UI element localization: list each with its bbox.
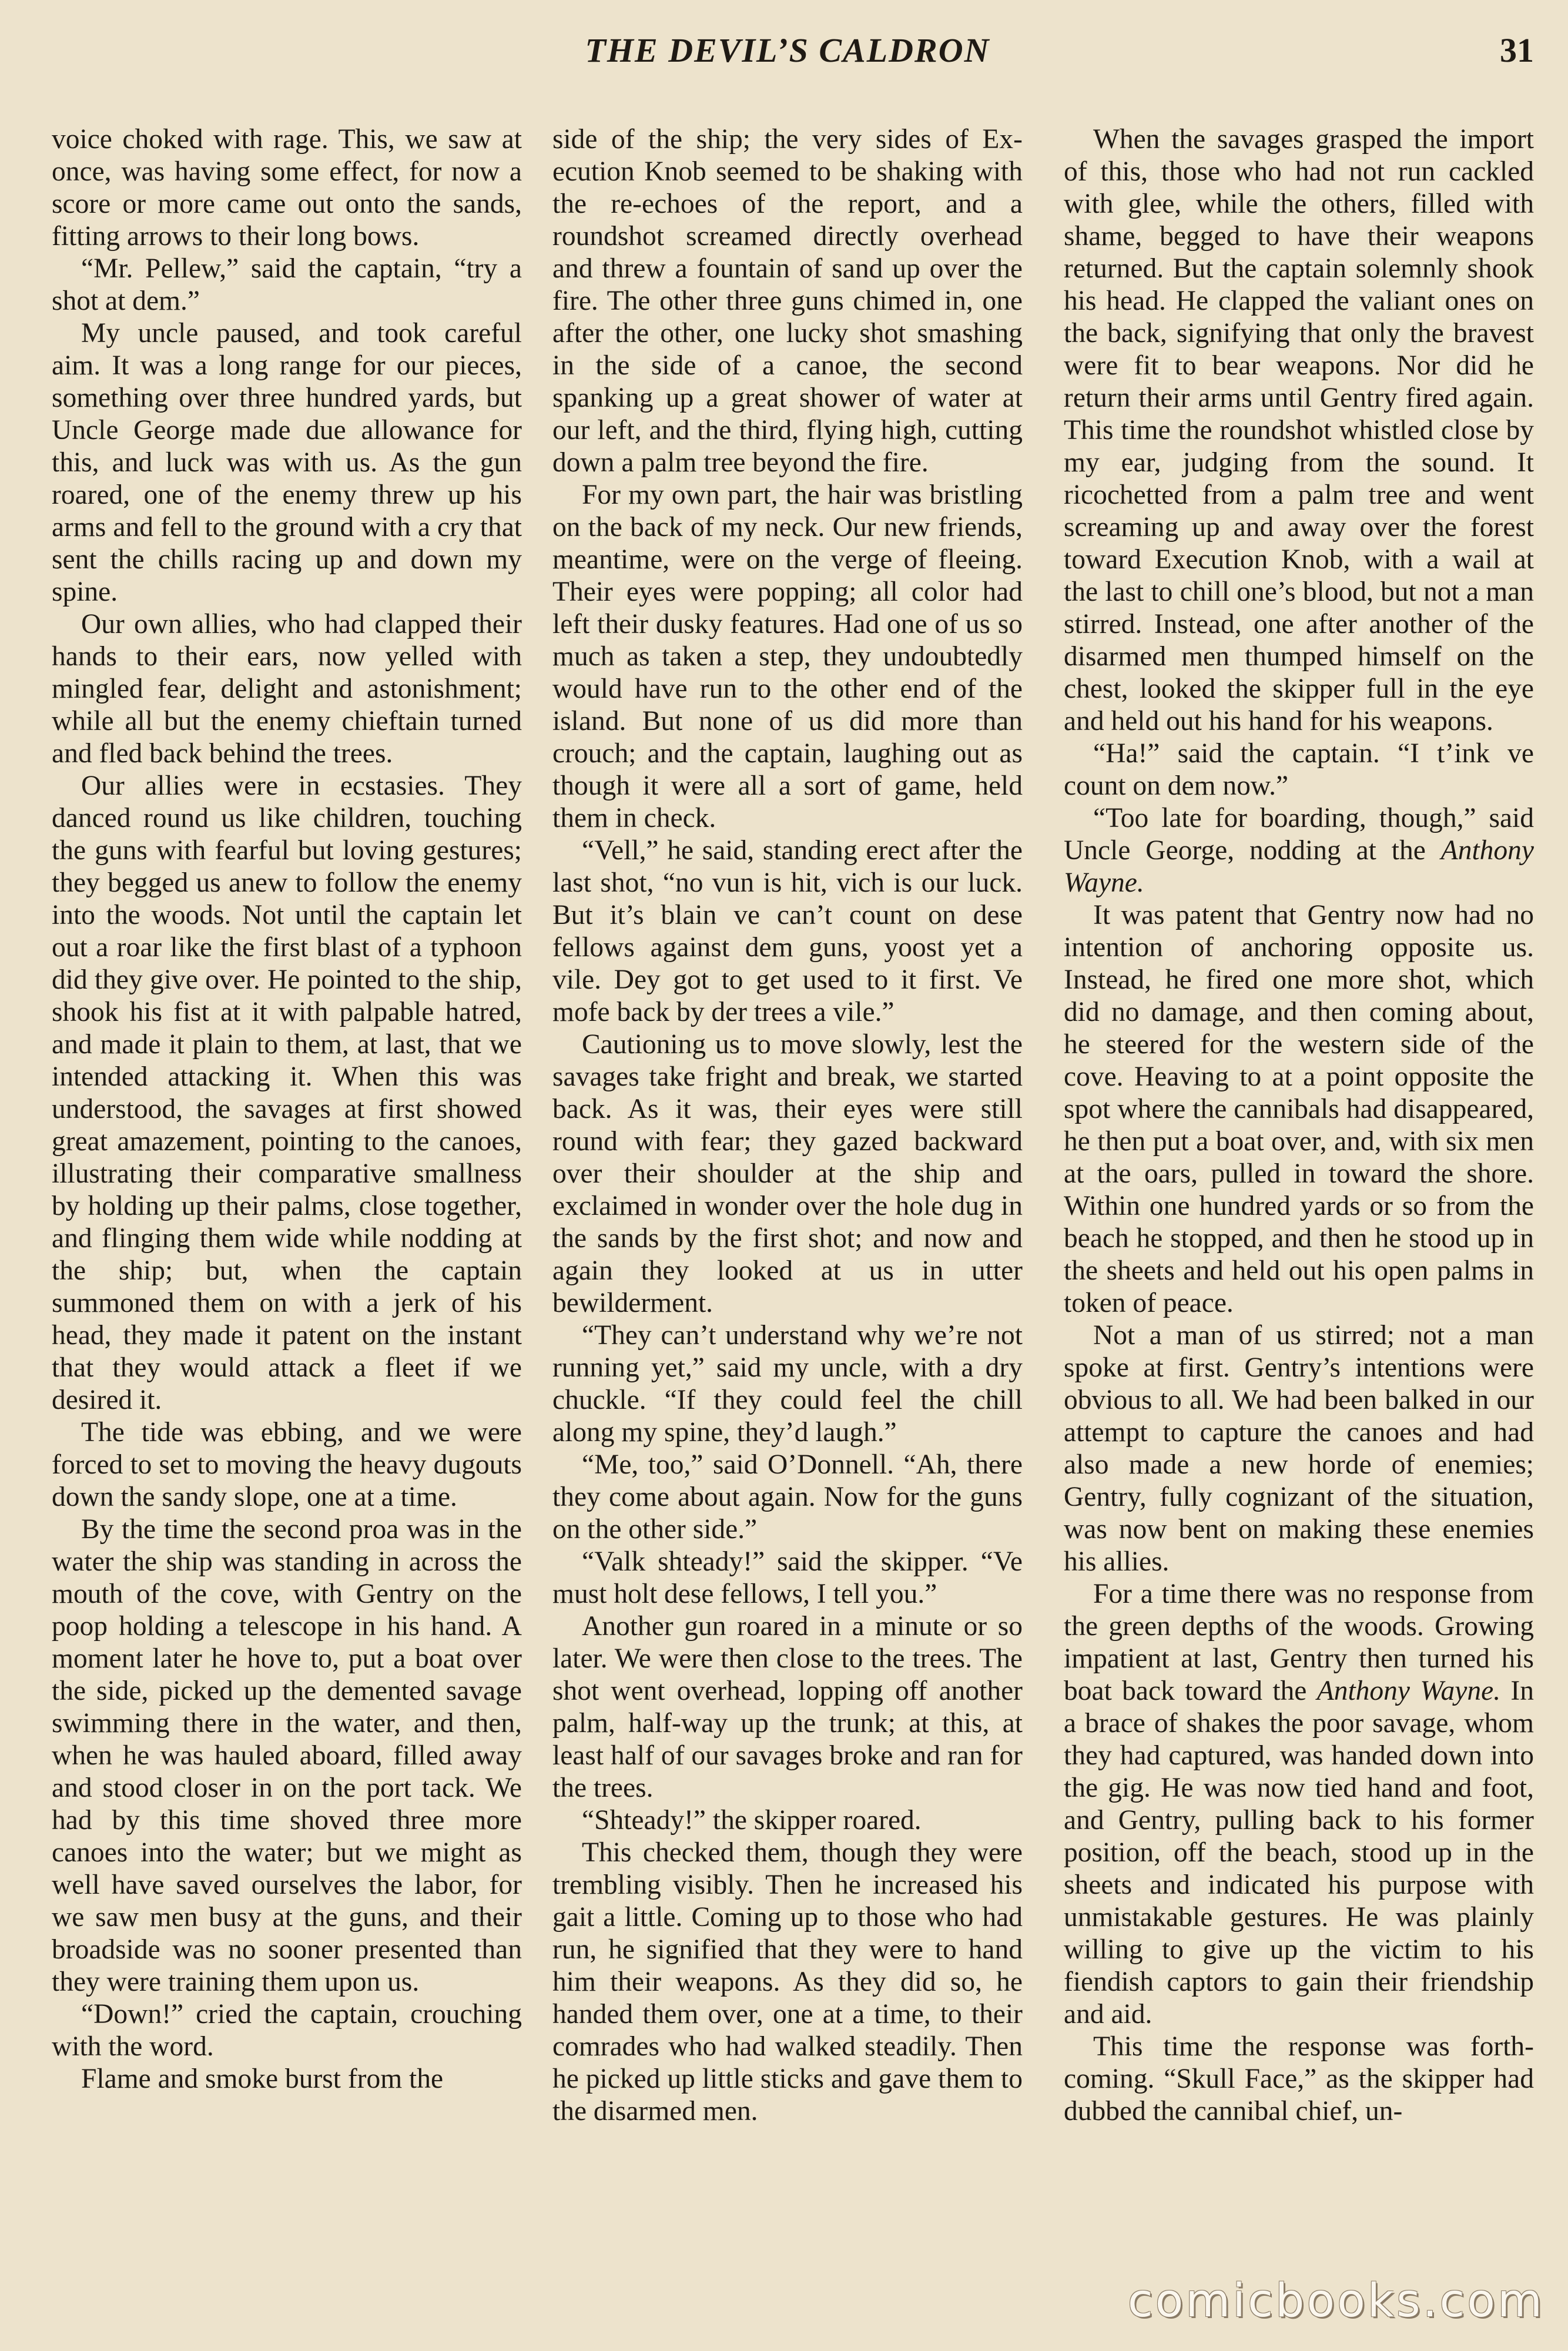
- paragraph: Not a man of us stirred; not a man spoke at first. Gentry’s intentions were obvious to all. We had been balked in our attempt to capture the canoes and had also made a new horde of enemies; Gentry, fully cognizant of the situation, was now bent on making these enemies his allies.: [1064, 1320, 1534, 1577]
- paragraph: Flame and smoke burst from the: [81, 2064, 444, 2094]
- paragraph: “Down!” cried the captain, crouching with the word.: [52, 1999, 522, 2062]
- page-number: 31: [1500, 31, 1534, 69]
- paragraph: Our allies were in ecstasies. They danced round us like children, touching the guns with fearful but loving gestures; they begged us anew to follow the enemy into the woods. Not until the captain let out a roar like the first blast of a typhoon did they give over. He pointed to the ship, shook his fist at it with palpable hatred, and made it plain to them, at last, that we intended attacking it. When this was understood, the savages at first showed great amazement, pointing to the canoes, illustrating their comparative smallness by holding up their palms, close together, and flinging them wide while nodding at the ship; but, when the captain summoned them on with a jerk of his head, they made it patent on the instant that they would attack a fleet if we desired it.: [52, 771, 522, 1415]
- paragraph: [1064, 1578, 1534, 2031]
- column-1: [52, 123, 522, 2263]
- paragraph: “Me, too,” said O’Donnell. “Ah, there they come about again. Now for the guns on the other side.”: [552, 1449, 1023, 1545]
- watermark-logo: comicbooks.com: [1127, 2275, 1544, 2327]
- paragraph: This checked them, though they were trembling visibly. Then he increased his gait a little. Coming up to those who had run, he signified that they were to hand him their weapons. As they did so, he handed them over, one at a time, to their comrades who had walked steadily. Then he picked up little sticks and gave them to the disarmed men.: [552, 1837, 1023, 2126]
- paragraph: Another gun roared in a minute or so later. We were then close to the trees. The shot went overhead, lopping off another palm, half-way up the trunk; at this, at least half of our savages broke and ran for the trees.: [552, 1611, 1023, 1803]
- ship-name: Anthony Wayne.: [1316, 1676, 1501, 1706]
- paragraph: For my own part, the hair was bristling on the back of my neck. Our new friends, meantime, were on the verge of fleeing. Their eyes were popping; all color had left their dusky features. Had one of us so much as taken a step, they undoubtedly would have run to the other end of the island. But none of us did more than crouch; and the captain, laughing out as though it were all a sort of game, held them in check.: [552, 480, 1023, 833]
- paragraph: It was patent that Gentry now had no intention of anchoring opposite us. Instead, he fired one more shot, which did no damage, and then coming about, he steered for the western side of the cove. Heaving to at a point opposite the spot where the cannibals had disappeared, he then put a boat over, and, with six men at the oars, pulled in toward the shore. Within one hundred yards or so from the beach he stopped, and then he stood up in the sheets and held out his open palms in token of peace.: [1064, 900, 1534, 1318]
- paragraph: “Valk shteady!” said the skipper. “Ve must holt dese fellows, I tell you.”: [552, 1546, 1023, 1609]
- paragraph: “Vell,” he said, standing erect after the last shot, “no vun is hit, vich is our luck. But it’s blain ve can’t count on dese fellows against dem guns, yoost yet a vile. Dey got to get used to it first. Ve mofe back by der trees a vile.”: [552, 835, 1023, 1027]
- paragraph-text: “Too late for boarding, though,” said Uncle George, nodding at the: [1064, 803, 1534, 866]
- paragraph: The tide was ebbing, and we were forced to set to moving the heavy dugouts down the sandy slope, one at a time.: [52, 1417, 522, 1512]
- text-columns: [52, 123, 1533, 2263]
- paragraph-text: For a time there was no response from the green depths of the woods. Growing impatient at last, Gentry then turned his boat back toward the: [1064, 1579, 1534, 1706]
- paragraph: side of the ship; the very sides of Execution Knob seemed to be shaking with the re-echoes of the report, and a roundshot screamed directly overhead and threw a fountain of sand up over the fire. The other three guns chimed in, one after the other, one lucky shot smashing in the side of a canoe, the second spanking up a great shower of water at our left, and the third, flying high, cutting down a palm tree beyond the fire.: [552, 124, 1023, 478]
- paragraph: “Shteady!” the skipper roared.: [582, 1805, 922, 1836]
- paragraph: When the savages grasped the import of this, those who had not run cackled with glee, while the others, filled with shame, begged to have their weapons returned. But the captain solemnly shook his head. He clapped the valiant ones on the back, signifying that only the bravest were fit to bear weapons. Nor did he return their arms until Gentry fired again. This time the roundshot whistled close by my ear, judging from the sound. It ricochetted from a palm tree and went screaming up and away over the forest toward Execution Knob, with a wail at the last to chill one’s blood, but not a man stirred. Instead, one after another of the disarmed men thumped himself on the chest, looked the skipper full in the eye and held out his hand for his weapons.: [1064, 124, 1534, 736]
- paragraph: By the time the second proa was in the water the ship was standing in across the mouth of the cove, with Gentry on the poop holding a telescope in his hand. A moment later he hove to, put a boat over the side, picked up the demented savage swimming there in the water, and then, when he was hauled aboard, filled away and stood closer in on the port tack. We had by this time shoved three more canoes into the water; but we might as well have saved ourselves the labor, for we saw men busy at the guns, and their broadside was no sooner presented than they were training them upon us.: [52, 1514, 522, 1997]
- paragraph: “Ha!” said the captain. “I t’ink ve count on dem now.”: [1064, 738, 1534, 801]
- running-title: THE DEVIL’S CALDRON: [585, 31, 990, 69]
- paragraph-text: In a brace of shakes the poor savage, whom they had captured, was handed down into the gig. He was now tied hand and foot, and Gentry, pulling back to his former position, off the beach, stood up in the sheets and indicated his purpose with unmistakable gestures. He was plainly willing to give up the victim to his fiendish captors to gain their friendship and aid.: [1064, 1676, 1534, 2030]
- column-2: [552, 123, 1023, 2263]
- ship-name: Anthony Wayne.: [1064, 835, 1534, 898]
- paragraph: This time the response was forthcoming. “Skull Face,” as the skipper had dubbed the cannibal chief, un-: [1064, 2031, 1534, 2126]
- paragraph: Cautioning us to move slowly, lest the savages take fright and break, we started back. As it was, their eyes were still round with fear; they gazed backward over their shoulder at the ship and exclaimed in wonder over the hole dug in the sands by the first shot; and now and again they looked at us in utter bewilderment.: [552, 1029, 1023, 1318]
- paragraph: “Mr. Pellew,” said the captain, “try a shot at dem.”: [52, 253, 522, 316]
- paragraph: “They can’t understand why we’re not running yet,” said my uncle, with a dry chuckle. “If they could feel the chill along my spine, they’d laugh.”: [552, 1320, 1023, 1448]
- page-header: [41, 22, 1534, 81]
- column-3: [1064, 123, 1534, 2263]
- paragraph: My uncle paused, and took careful aim. It was a long range for our pieces, something over three hundred yards, but Uncle George made due allowance for this, and luck was with us. As the gun roared, one of the enemy threw up his arms and fell to the ground with a cry that sent the chills racing up and down my spine.: [52, 318, 522, 607]
- paragraph: Our own allies, who had clapped their hands to their ears, now yelled with mingled fear, delight and astonishment; while all but the enemy chieftain turned and fled back behind the trees.: [52, 609, 522, 769]
- paragraph: [1064, 802, 1534, 899]
- paragraph: voice choked with rage. This, we saw at once, was having some effect, for now a score or more came out onto the sands, fitting arrows to their long bows.: [52, 124, 522, 252]
